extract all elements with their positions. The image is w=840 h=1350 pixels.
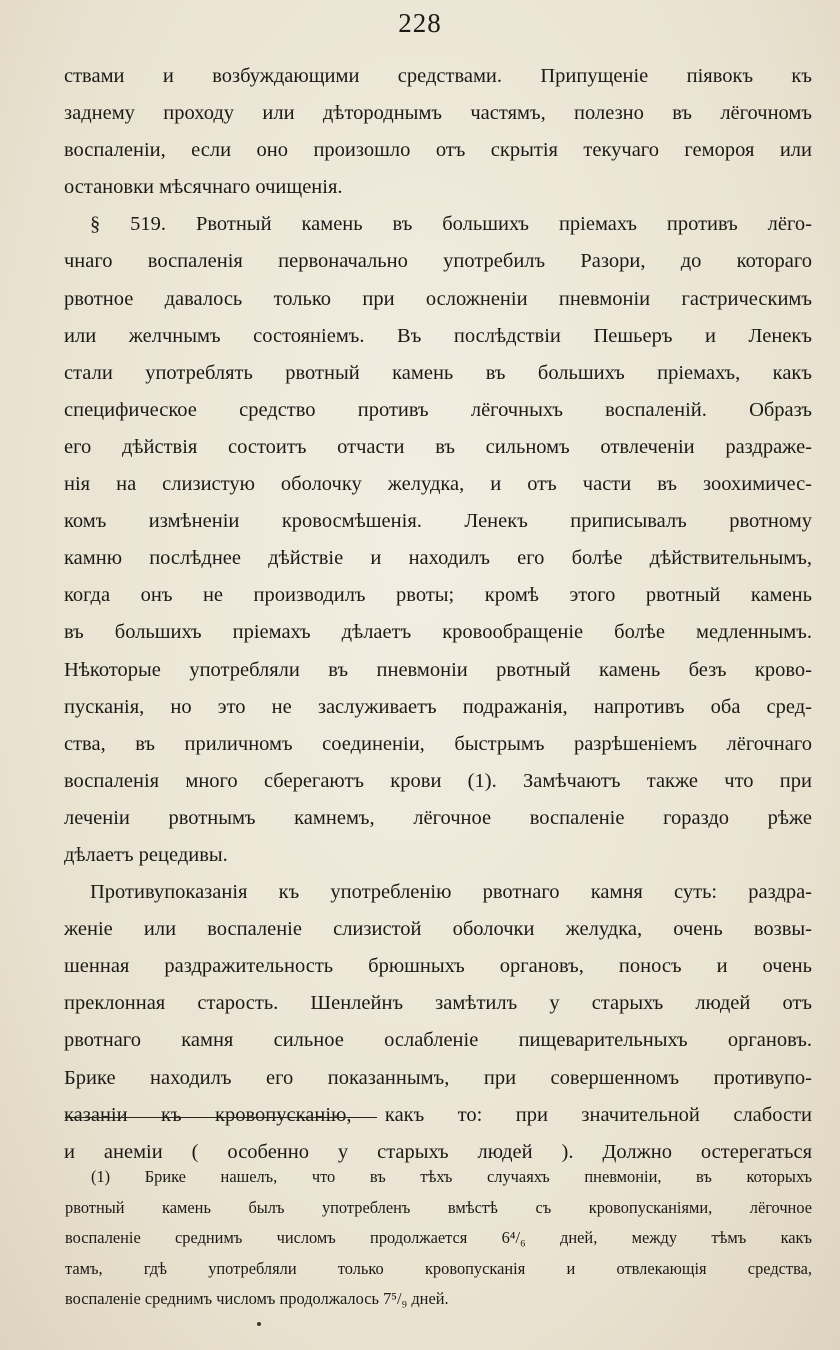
text-line: камню послѣднее дѣйствіе и находилъ его болѣе дѣйствительнымъ, (64, 547, 812, 570)
main-text (64, 58, 812, 1171)
text-line: пусканія, но это не заслуживаетъ подражанія, напротивъ оба сред- (64, 695, 812, 718)
footnote-line: воспаленіе среднимъ числомъ продолжается 6⁴/₆ дней, между тѣмъ какъ (65, 1228, 812, 1248)
footnote-line: рвотный камень былъ употребленъ вмѣстѣ съ кровопусканіями, лёгочное (65, 1197, 812, 1217)
text-line: его дѣйствія состоитъ отчасти въ сильномъ отвлеченіи раздраже- (64, 435, 812, 458)
footnote-line: воспаленіе среднимъ числомъ продолжалось 7⁵/₉ дней. (65, 1289, 449, 1309)
text-line: нія на слизистую оболочку желудка, и отъ части въ зоохимичес- (64, 473, 812, 496)
text-line: казаніи къ кровопусканію, какъ то: при значительной слабости (64, 1103, 812, 1126)
text-line: въ большихъ пріемахъ дѣлаетъ кровообращеніе болѣе медленнымъ. (64, 621, 812, 644)
text-line: стали употреблять рвотный камень въ большихъ пріемахъ, какъ (64, 361, 812, 384)
section-heading-line: § 519. Рвотный камень въ большихъ пріемахъ противъ лёго- (90, 213, 812, 236)
text-line: комъ измѣненіи кровосмѣшенія. Ленекъ приписывалъ рвотному (64, 510, 812, 533)
text-line: специфическое средство противъ лёгочныхъ воспаленій. Образъ (64, 398, 812, 421)
text-line: воспаленіи, если оно произошло отъ скрытія текучаго гемороя или (64, 139, 812, 162)
text-line: женіе или воспаленіе слизистой оболочки желудка, очень возвы- (64, 918, 812, 941)
footnote-line: тамъ, гдѣ употребляли только кровопусканія и отвлекающія средства, (65, 1258, 812, 1278)
text-line: Противупоказанія къ употребленію рвотнаго камня суть: раздра- (90, 881, 812, 904)
ink-dot (257, 1322, 261, 1326)
text-line: дѣлаетъ рецедивы. (64, 843, 228, 866)
text-line: преклонная старость. Шенлейнъ замѣтилъ у старыхъ людей отъ (64, 992, 812, 1015)
text-line: шенная раздражительность брюшныхъ органовъ, поносъ и очень (64, 955, 812, 978)
text-line: ства, въ приличномъ соединеніи, быстрымъ разрѣшеніемъ лёгочнаго (64, 732, 812, 755)
text-line: и анеміи ( особенно у старыхъ людей ). Должно остерегаться (64, 1140, 812, 1163)
text-line: ствами и возбуждающими средствами. Припущеніе піявокъ къ (64, 65, 812, 87)
text-line: остановки мѣсячнаго очищенія. (64, 176, 343, 199)
text-line: когда онъ не производилъ рвоты; кромѣ этого рвотный камень (64, 584, 812, 607)
page-number: 228 (398, 8, 442, 38)
footnote (65, 1162, 812, 1315)
text-line: рвотное давалось только при осложненіи пневмоніи гастрическимъ (64, 287, 812, 310)
text-line: леченіи рвотнымъ камнемъ, лёгочное воспаленіе гораздо рѣже (64, 806, 812, 829)
footnote-line: (1) Брике нашелъ, что въ тѣхъ случаяхъ пневмоніи, въ которыхъ (91, 1167, 812, 1186)
text-line: воспаленія много сберегаютъ крови (1). Замѣчаютъ также что при (64, 769, 812, 792)
footnote-divider (65, 1117, 377, 1118)
text-line: Брике находилъ его показаннымъ, при совершенномъ противупо- (64, 1066, 812, 1089)
text-line: рвотнаго камня сильное ослабленіе пищеварительныхъ органовъ. (64, 1029, 812, 1052)
text-line: или желчнымъ состояніемъ. Въ послѣдствіи Пешьеръ и Ленекъ (64, 324, 812, 347)
text-line: заднему проходу или дѣтороднымъ частямъ, полезно въ лёгочномъ (64, 102, 812, 125)
text-line: Нѣкоторые употребляли въ пневмоніи рвотный камень безъ крово- (64, 658, 812, 681)
text-line: чнаго воспаленія первоначально употребилъ Разори, до котораго (64, 250, 812, 273)
